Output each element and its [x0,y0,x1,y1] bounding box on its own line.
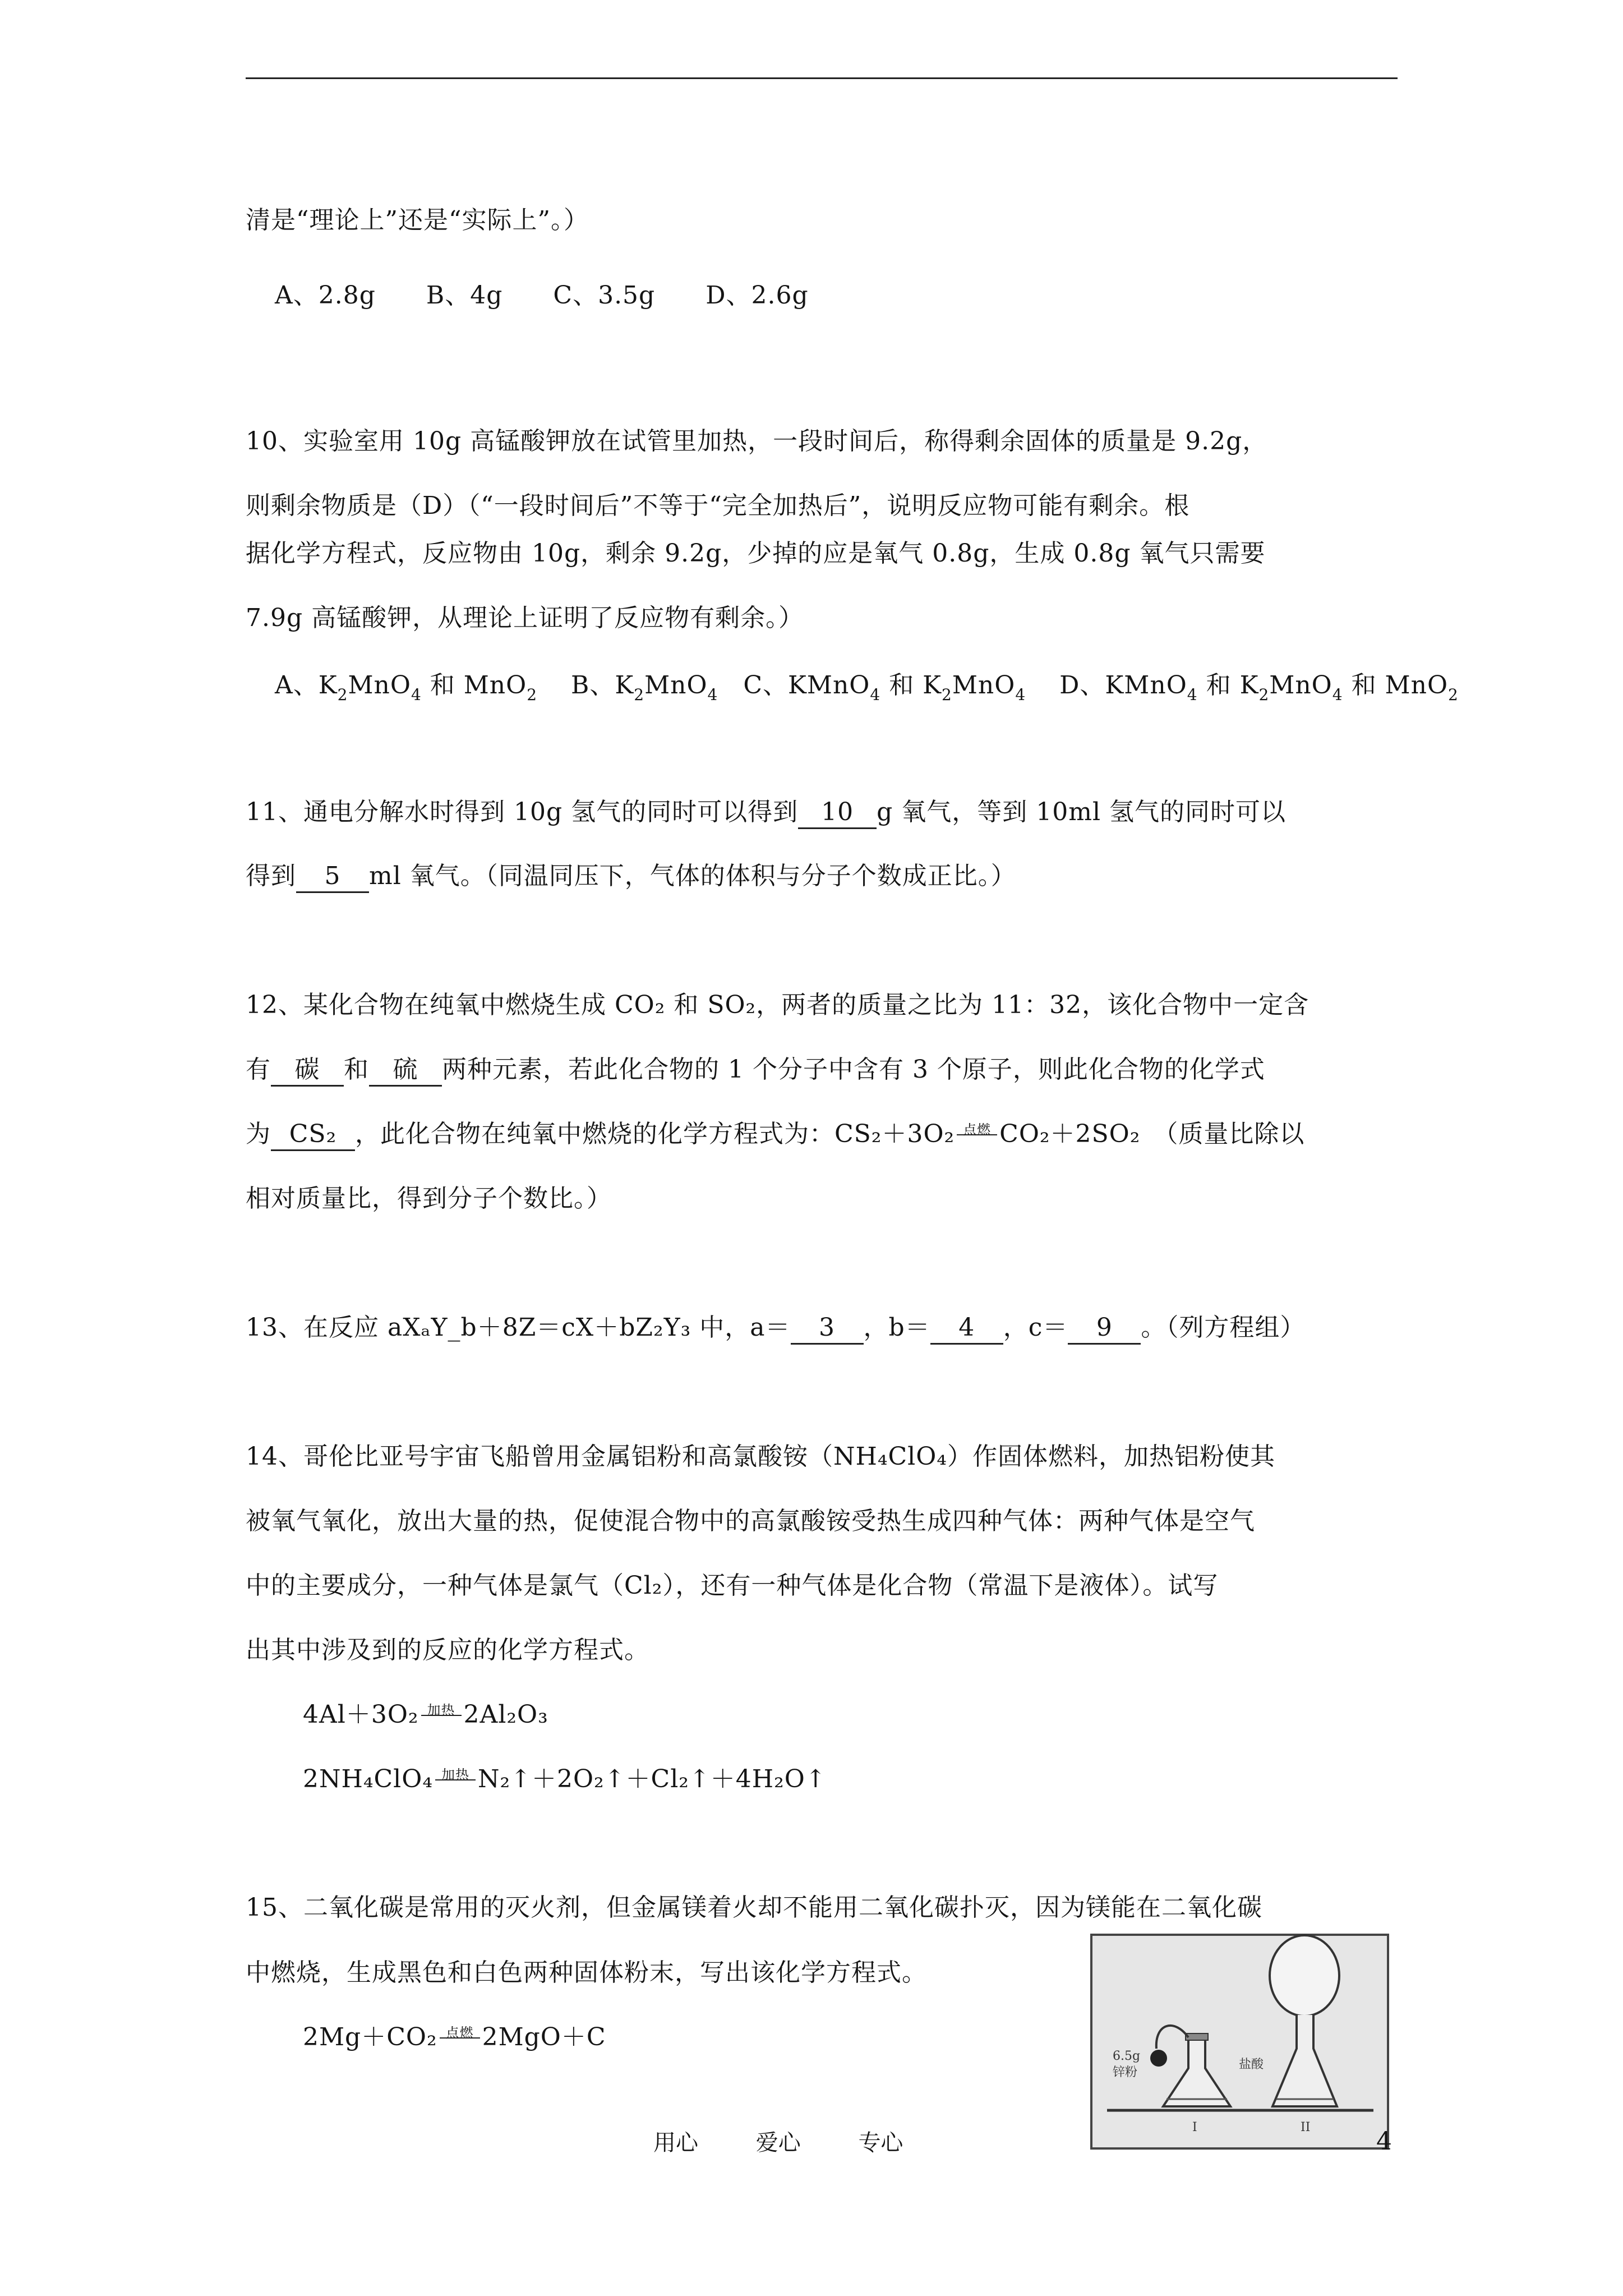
answer-blank: 碳 [271,1055,344,1087]
question-12-line: 为 CS₂ ，此化合物在纯氧中燃烧的化学方程式为：CS₂＋3O₂ 点燃 CO₂＋2SO₂ （质量比除以 [246,1117,1304,1151]
figure-label: II [1301,2120,1311,2134]
page-number: 4 [1376,2127,1392,2156]
text-line: 清是“理论上”还是“实际上”。） [246,206,589,234]
question-14-line: 出其中涉及到的反应的化学方程式。 [246,1636,649,1664]
question-11-line: 11、通电分解水时得到 10g 氢气的同时可以得到 10 g 氧气，等到 10ml 氢气的同时可以 [246,795,1286,829]
answer-blank: 5 [296,861,369,893]
question-10-line: 据化学方程式，反应物由 10g，剩余 9.2g，少掉的应是氧气 0.8g，生成 0.8g 氧气只需要 [246,539,1266,568]
equation: 2Mg＋CO₂ 点燃 2MgO＋C [303,2021,606,2054]
question-15-line: 中燃烧，生成黑色和白色两种固体粉末，写出该化学方程式。 [246,1958,927,1987]
question-14-line: 14、哥伦比亚号宇宙飞船曾用金属铝粉和高氯酸铵（NH₄ClO₄）作固体燃料，加热铝粉使其 [246,1442,1275,1471]
question-12-line: 相对质量比，得到分子个数比。） [246,1184,612,1213]
reaction-condition: 点燃 [955,1117,999,1151]
reaction-condition: 加热 [419,1698,464,1732]
question-10-line: 则剩余物质是（D）（“一段时间后”不等于“完全加热后”，说明反应物可能有剩余。根 [246,491,1190,520]
figure-label: I [1192,2120,1197,2134]
apparatus-figure [1090,1934,1389,2150]
question-10-line: 7.9g 高锰酸钾，从理论上证明了反应物有剩余。） [246,604,804,632]
answer-blank: CS₂ [271,1119,355,1151]
question-14-line: 被氧气氧化，放出大量的热，促使混合物中的高氯酸铵受热生成四种气体：两种气体是空气 [246,1507,1255,1535]
question-13-line: 13、在反应 aXₐY_b＋8Z＝cX＋bZ₂Y₃ 中，a＝ 3 ，b＝ 4 ，c＝ 9 。（列方程组） [246,1311,1305,1345]
question-10-options: A、$K_2MnO_4$ 和 MnO$_2$ B、$K_2MnO_4$ C、KMnO$_4$ 和 $K_2MnO_4$ D、KMnO$_4$ 和 $K_2MnO_4$ 和 MnO$_2$ [275,671,1459,704]
question-11-line: 得到 5 ml 氧气。（同温同压下，气体的体积与分子个数成正比。） [246,859,1016,893]
answer-blank: 硫 [369,1055,442,1087]
equation: 4Al＋3O₂ 加热 2Al₂O₃ [303,1698,548,1732]
answer-blank: 4 [930,1313,1003,1345]
answer-blank: 9 [1068,1313,1141,1345]
footer-word: 用心 [653,2130,698,2156]
figure-label: 盐酸 [1239,2058,1264,2072]
header-rule [246,77,1398,79]
footer-word: 专心 [858,2130,903,2156]
figure-label: 锌粉 [1113,2065,1138,2079]
question-15-line: 15、二氧化碳是常用的灭火剂，但金属镁着火却不能用二氧化碳扑灭，因为镁能在二氧化碳 [246,1893,1262,1922]
reaction-condition: 点燃 [437,2021,482,2054]
question-9-options: A、2.8g B、4g C、3.5g D、2.6g [275,281,809,310]
answer-blank: 10 [798,797,877,829]
question-12-line: 有 碳 和 硫 两种元素，若此化合物的 1 个分子中含有 3 个原子，则此化合物的化学式 [246,1053,1265,1087]
answer-blank: 3 [791,1313,864,1345]
footer-word: 爱心 [755,2130,801,2156]
question-14-line: 中的主要成分，一种气体是氯气（Cl₂），还有一种气体是化合物（常温下是液体）。试写 [246,1571,1219,1600]
question-10-line: 10、实验室用 10g 高锰酸钾放在试管里加热，一段时间后，称得剩余固体的质量是 9.2g， [246,427,1268,455]
equation: 2NH₄ClO₄ 加热 N₂↑＋2O₂↑＋Cl₂↑＋4H₂O↑ [303,1763,827,1796]
figure-label: 6.5g [1113,2049,1141,2063]
reaction-condition: 加热 [433,1763,478,1796]
question-12-line: 12、某化合物在纯氧中燃烧生成 CO₂ 和 SO₂，两者的质量之比为 11：32，该化合物中一定含 [246,991,1310,1019]
page-footer [653,2127,953,2159]
